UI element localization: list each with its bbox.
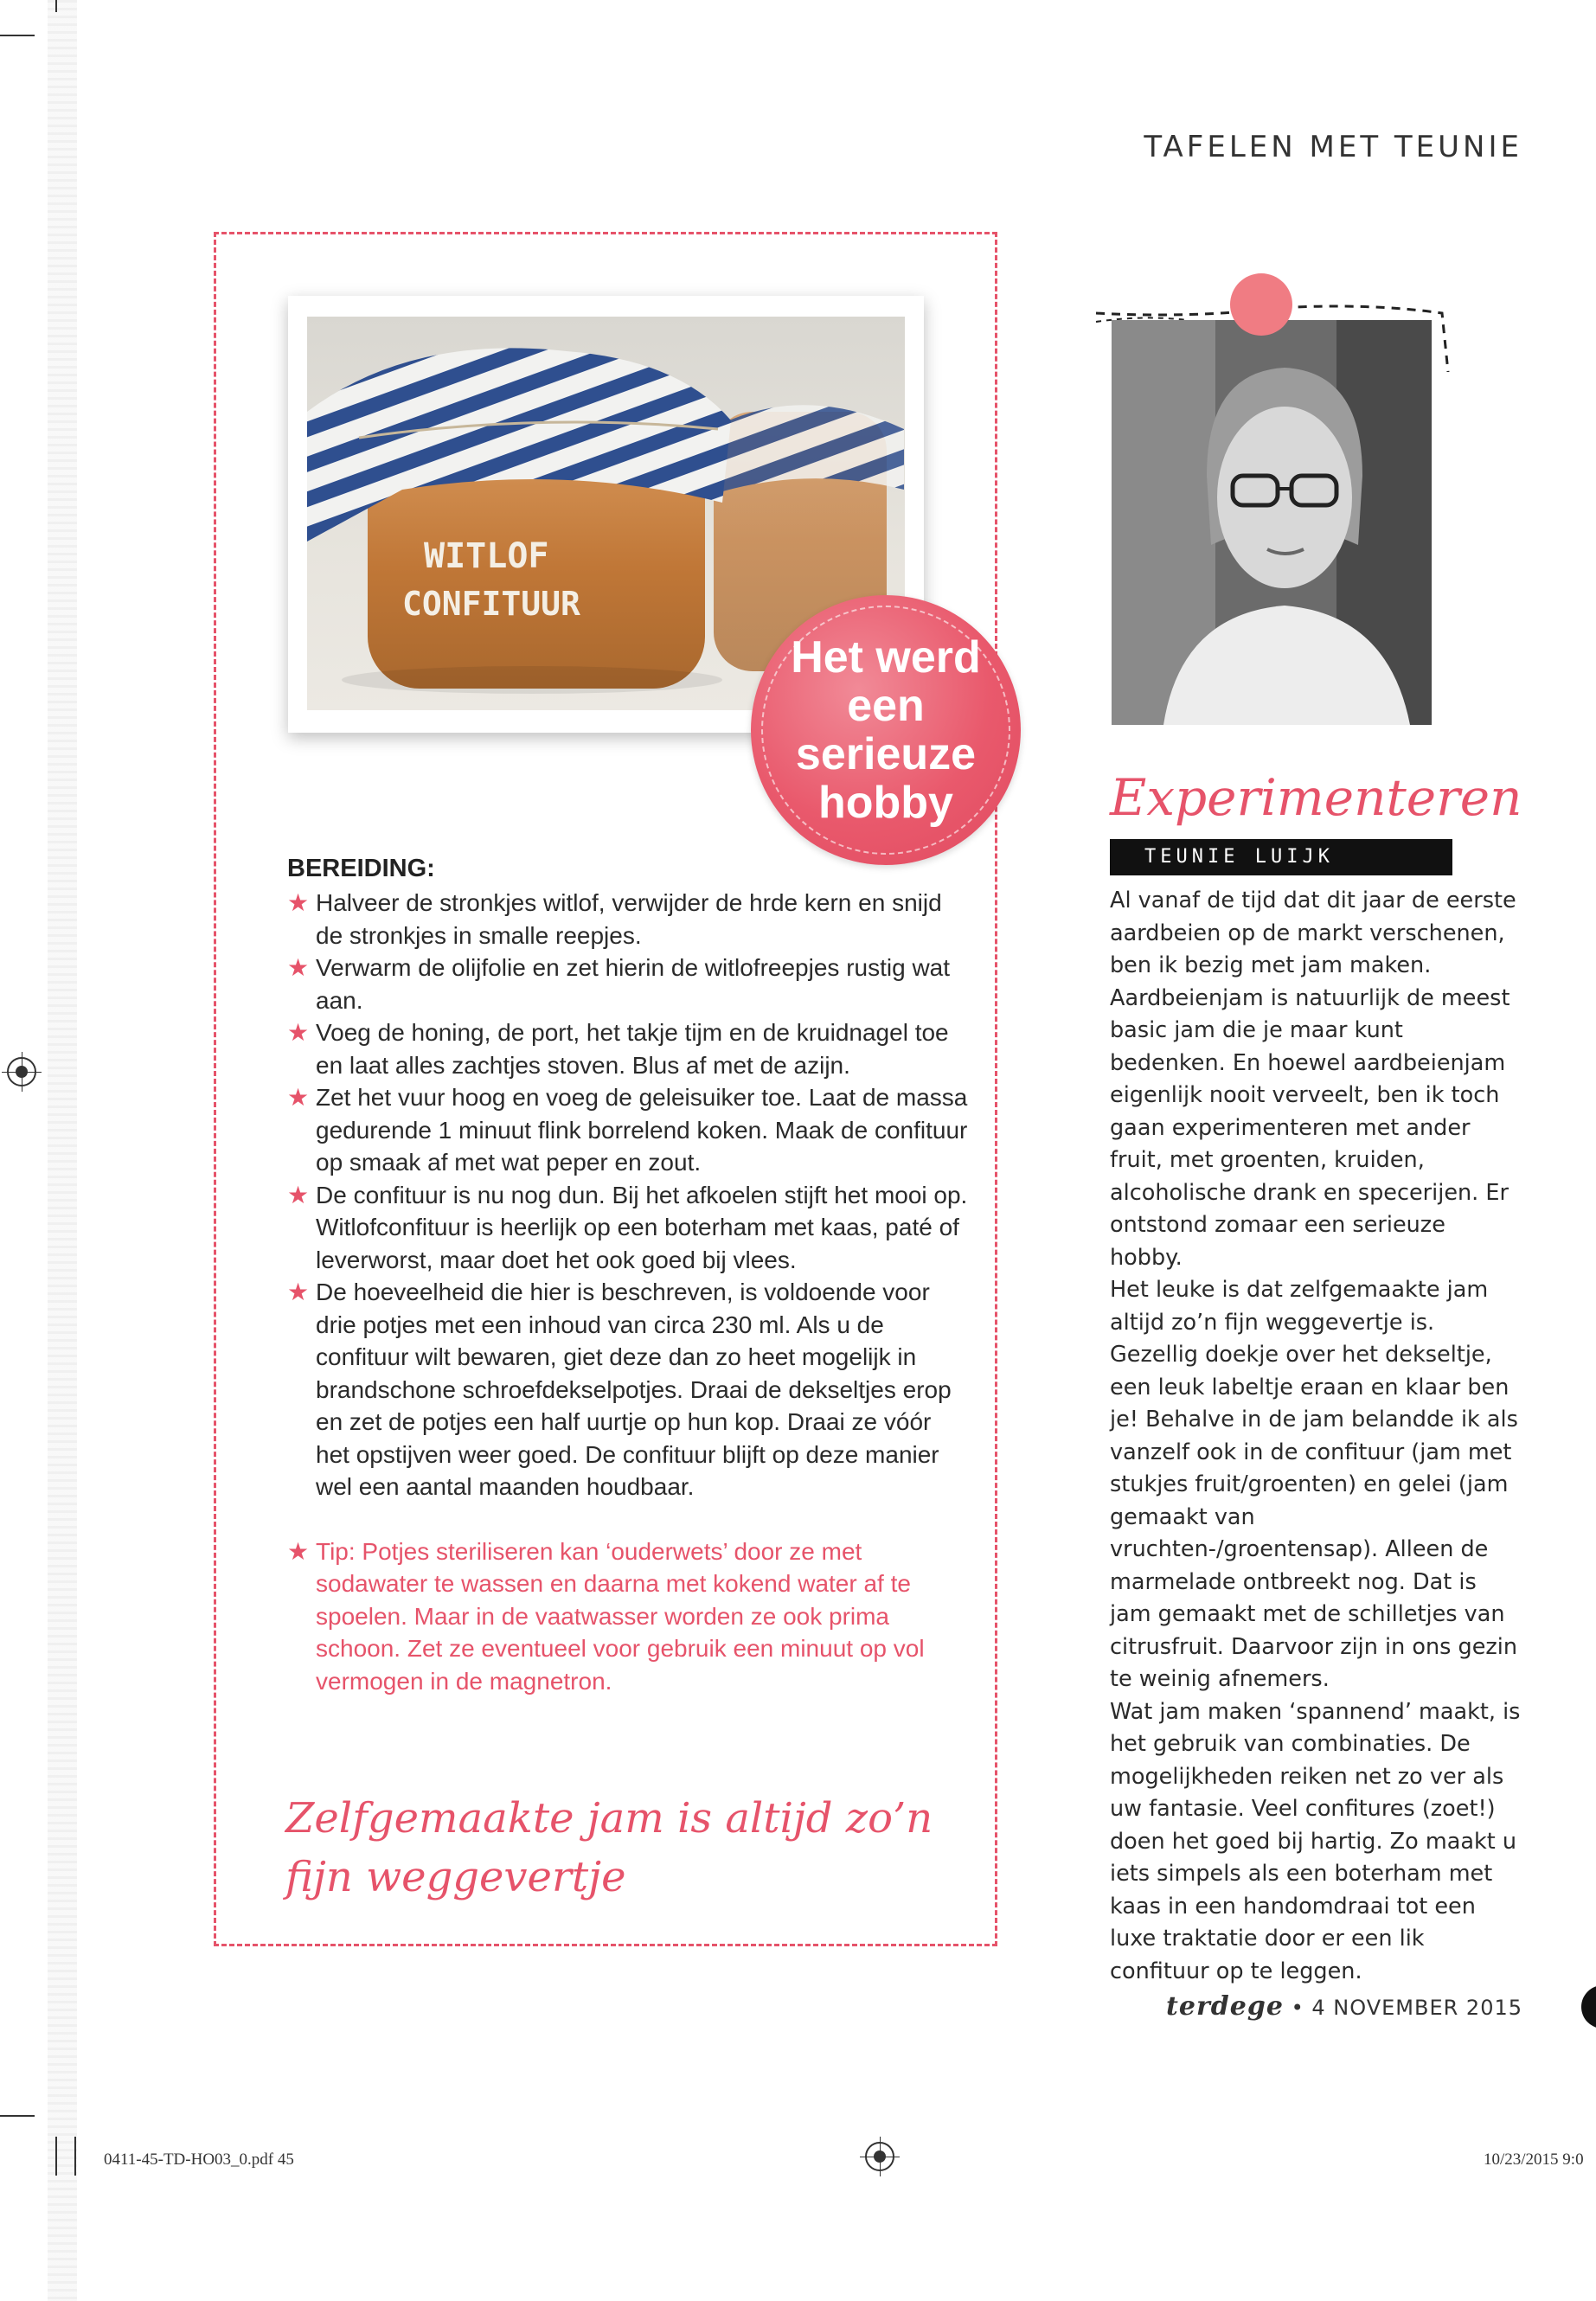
crop-mark-top-left-v: [55, 0, 57, 12]
recipe-tip-text: Tip: Potjes steriliseren kan ‘ouderwets’ door ze met sodawater te wassen en daarna met kokend water af te spoelen. Maar in de vaatwasser worden ze ook prima schoon. Zet ze eventueel voor gebruik een minuut op vol vermogen in de magnetron.: [316, 1537, 925, 1695]
recipe-step: [287, 952, 971, 1016]
article-title: Experimenteren: [1110, 768, 1522, 827]
author-tag: TEUNIE LUIJK: [1110, 839, 1452, 875]
recipe-step-text: Verwarm de olijfolie en zet hierin de witlofreepjes rustig wat aan.: [316, 954, 951, 1014]
recipe-heading: BEREIDING:: [287, 855, 435, 882]
recipe-tip: [287, 1535, 971, 1698]
recipe-step: [287, 1081, 971, 1179]
article-body: Al vanaf de tijd dat dit jaar de eerste aardbeien op de markt verschenen, ben ik bezig met jam maken. Aardbeienjam is natuurlijk de meest basic jam die je maar kunt bedenken. En hoewel aardbeienjam eigenlijk nooit verveelt, ben ik toch gaan experimenteren met ander fruit, met groenten, kruiden, alcoholische drank en specerijen. Er ontstond zomaar een serieuze hobby. Het leuke is dat zelfgemaakte jam altijd zo’n fijn weggevertje is. Gezellig doekje over het dekseltje, een leuk labeltje eraan en klaar ben je! Behalve in de jam belandde ik als vanzelf ook in de confituur (jam met stukjes fruit/groenten) en gelei (jam gemaakt van vruchten-/groentensap). Alleen de marmelade ontbreekt nog. Dat is jam gemaakt met de schilletjes van citrusfruit. Daarvoor zijn in ons gezin te weinig afnemers. Wat jam maken ‘spannend’ maakt, is het gebruik van combinaties. De mogelijkheden reiken net zo ver als uw fantasie. Veel confitures (zoet!) doen het goed bij hartig. Zo maakt u iets simpels als een boterham met kaas in een handomdraai tot een luxe traktatie door er een lik confituur op te leggen.: [1110, 888, 1521, 1984]
pull-quote: Zelfgemaakte jam is altijd zo’n fijn weggevertje: [285, 1794, 933, 1901]
callout-badge: [751, 595, 1021, 865]
portrait-block: [1092, 268, 1455, 718]
star-bullet-icon: ★: [287, 1084, 310, 1111]
recipe-step-text: De confituur is nu nog dun. Bij het afkoelen stijft het mooi op. Witlofconfituur is heerlijk op een boterham met kaas, paté of leverworst, maar doet het ook goed bij vlees.: [316, 1181, 968, 1273]
page-footer: [1166, 1991, 1522, 2022]
print-slug-timestamp: 10/23/2015 9:0: [1484, 2150, 1584, 2169]
crop-mark-bottom-left-h: [0, 2115, 35, 2117]
recipe-step: [287, 1276, 971, 1503]
footer-bullet: •: [1291, 1996, 1304, 2020]
jar-label-line2: CONFITUUR: [402, 585, 580, 623]
recipe-step: [287, 1016, 971, 1081]
star-bullet-icon: ★: [287, 1279, 310, 1305]
print-slug-file: 0411-45-TD-HO03_0.pdf 45: [104, 2150, 294, 2169]
recipe-step-text: Voeg de honing, de port, het takje tijm en de kruidnagel toe en laat alles zachtjes stoven. Blus af met de azijn.: [316, 1019, 949, 1079]
star-bullet-icon: ★: [287, 1537, 310, 1565]
jar-label-line1: WITLOF: [424, 536, 549, 576]
pink-dot-decoration: [1230, 273, 1292, 336]
registration-mark-icon: [865, 2142, 894, 2171]
binding-strip: [48, 0, 77, 2301]
crop-mark-top-left-h: [0, 35, 35, 36]
recipe-step-text: De hoeveelheid die hier is beschreven, is voldoende voor drie potjes met een inhoud van circa 230 ml. Als u de confituur wilt bewaren, giet deze dan zo heet mogelijk in brandschone schroefdekselpotjes. Draai de dekseltjes erop en zet de potjes een half uurtje op hun kop. Draai ze vóór het opstijven weer goed. De confituur blijft op deze manier wel een aantal maanden houdbaar.: [316, 1279, 952, 1500]
crop-mark-bottom-left-v2: [74, 2137, 76, 2176]
page-number-tab: [1581, 1985, 1596, 2029]
recipe-step-text: Zet het vuur hoog en voeg de geleisuiker toe. Laat de massa gedurende 1 minuut flink borrelend koken. Maak de confituur op smaak af met wat peper en zout.: [316, 1084, 968, 1176]
series-title: TAFELEN MET TEUNIE: [1144, 130, 1522, 164]
star-bullet-icon: ★: [287, 1019, 310, 1046]
recipe-step: [287, 1179, 971, 1277]
star-bullet-icon: ★: [287, 889, 310, 916]
recipe-step: [287, 887, 971, 952]
registration-mark-icon: [7, 1057, 36, 1086]
magazine-brand: terdege: [1166, 1991, 1284, 2022]
recipe-step-text: Halveer de stronkjes witlof, verwijder de hrde kern en snijd de stronkjes in smalle reepjes.: [316, 889, 942, 949]
star-bullet-icon: ★: [287, 1181, 310, 1208]
author-portrait: [1112, 320, 1432, 725]
author-portrait-illustration: [1112, 320, 1432, 725]
recipe-steps: [287, 887, 971, 1697]
crop-mark-bottom-left-v1: [55, 2137, 57, 2176]
star-bullet-icon: ★: [287, 954, 310, 981]
issue-date: 4 NOVEMBER 2015: [1311, 1996, 1522, 2020]
callout-text: Het werd een serieuze hobby: [791, 632, 981, 828]
